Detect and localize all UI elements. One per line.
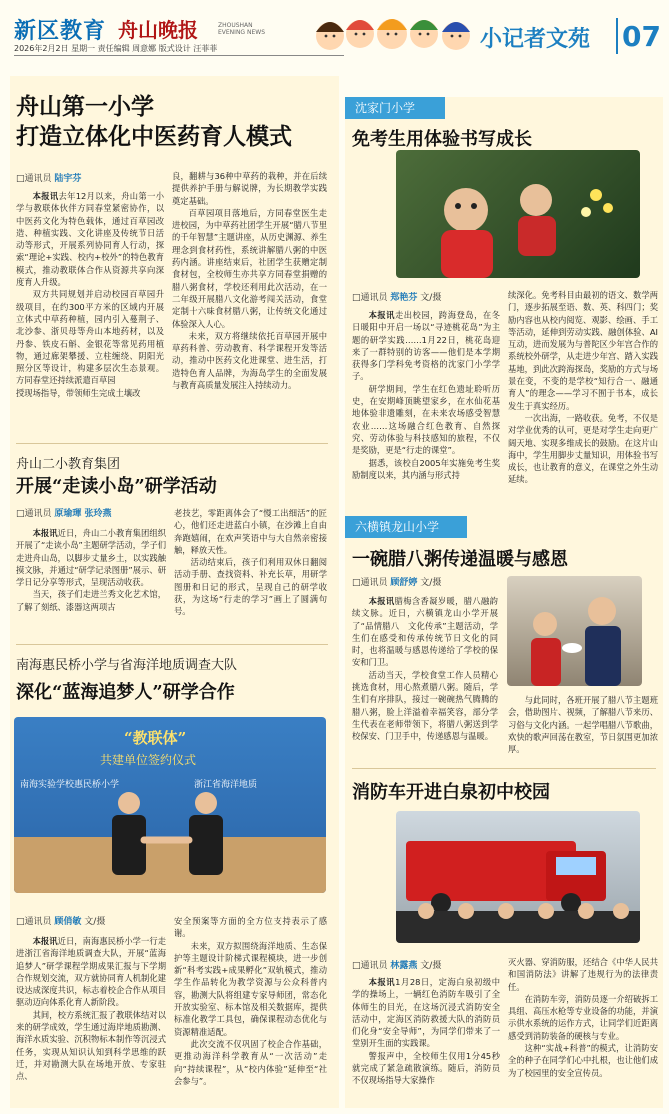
paragraph: 老技艺，零距离体会了“慢工出细活”的匠心，他们还走进蓝白小镇，在沙滩上自由奔跑嬉闹，在欢声笑语中与大自然亲密接触，释放天性。 [174,508,327,555]
article3-col1 [16,935,166,1083]
section-title: 小记者文苑 [480,27,591,52]
byline-label: □通讯员 [16,174,52,184]
paper-logo-english: ZHOUSHAN EVENING NEWS [218,22,266,36]
byline-suffix: 文/摄 [420,293,442,303]
article5-title: 一碗腊八粥传递温暖与感恩 [352,549,568,570]
article6-title: 消防车开进白泉初中校园 [352,782,550,803]
article4-title: 免考生用体验书写成长 [352,129,532,150]
students-observing-flowers-photo [396,150,640,278]
article3-title: 深化“蓝海追梦人”研学合作 [16,682,235,703]
article3-kicker: 南海惠民桥小学与省海洋地质调查大队 [16,658,238,673]
article5-col1 [352,595,498,743]
article1-title-line1: 舟山第一小学 [16,93,154,120]
byline-name: 林露燕 [390,961,418,971]
paragraph: 安全预案等方面的全方位支持表示了感谢。 [174,916,327,939]
paragraph: 当天，孩子们走进兰秀文化艺术馆，了解了刻纸、漆器这两项古 [16,589,166,612]
byline-suffix: 文/摄 [420,578,442,588]
paragraph: 与此同时，各班开展了腊八节主题班会，借助图片、视频，了解腊八节来历、习俗与文化内涵。一起学唱腊八节歌曲，欢快的歌声回荡在教室，节日氛围更加浓厚。 [508,695,658,755]
paragraph: 在消防车旁，消防员逐一介绍破拆工具组、高压水枪等专业设备的功能，并演示供水系统的运作方式，让同学们近距离感受到消防装备的硬核与专业。 [508,993,658,1041]
article5-byline [352,575,441,588]
article6-byline [352,958,441,971]
header-divider [14,55,344,56]
paragraph: 这种“实战+科普”的模式，让消防安全的种子在同学们心中扎根，也让他们成为了校园里的安全宣传员。 [508,1043,658,1078]
paragraph: 本报讯近日，舟山二小教育集团组织开展了“走读小岛”主题研学活动，学子们走进舟山岛，以脚步丈量乡土，以实践触摸文脉，并通过“研学记录图册”展示、研学日记分享等形式，呈现活动收获。 [16,528,166,588]
paragraph: 本报讯去年12月以来，舟山第一小学与教联体伙伴方同春堂紧密协作，以中医药文化为特色载体，通过百草园改造、种植实践、文化讲座及传统节日活动等形式，开展系列协同育人行动，探索“理论+实践、校内+校外”的特色教育模式，推动教联体合作从资源共享向深度育人升级。 [16,191,164,288]
divider [16,644,328,645]
article5-school-tag: 六横镇龙山小学 [345,516,467,538]
paragraph: 警报声中，全校师生仅用1分45秒就完成了紧急疏散演练。随后，消防员不仅现场指导大家操作 [352,1050,500,1086]
paper-logo: 舟山晚报 [118,18,198,42]
paragraph: 本报讯近日，南海惠民桥小学一行走进浙江省海洋地质调查大队，开展“蓝海追梦人”研学课程学期成果汇报与下学期合作规划交流，双方就协同育人机制化建设达成深度共识，标志着校企合作从项目驱动迈向体系化育人新阶段。 [16,936,166,1008]
students-serving-porridge-photo [507,576,642,686]
kids-illustration-icon [312,4,477,59]
byline-suffix: 文/摄 [84,917,106,927]
paragraph: 本报讯走出校园，跨海登岛，在冬日暖阳中开启一场以“寻迹桃花岛”为主题的研学实践……1月22日，桃花岛迎来了一群特别的访客——他们是本学期获得多门学科免考资格的沈家门小学学子。 [352,310,500,382]
paragraph: 授现场指导，带领师生完成土壤改 [16,387,141,398]
article6-col1 [352,976,500,1087]
photo-banner-title: “教联体” [124,729,187,747]
paragraph: 良，翻耕与36种中草药的栽种，并在后续提供养护手册与解说牌，为长期教学实践奠定基础。 [172,171,327,206]
paragraph: 本报讯腊梅含香凝岁暖，腊八融韵续文脉。近日，六横镇龙山小学开展了“品情腊八 文化传承”主题活动，学生们在感受和传承传统节日文化的同时，也将温暖与感恩传递给了学校的保安和门卫。 [352,596,498,668]
byline-name: 陆宇芬 [54,174,82,184]
signing-ceremony-photo [14,717,326,893]
article2-kicker: 舟山二小教育集团 [16,457,121,472]
article2-col1 [16,527,166,613]
article4-col1 [352,309,500,481]
article4-byline [352,290,441,303]
paragraph: 据悉，该校自2005年实施免考生奖励制度以来，其内涵与形式持 [352,457,500,480]
page-number-divider [616,18,618,54]
paragraph: 一次出海，一路收获。免考，不仅是对学业优秀的认可，更是对学生走向更广阔天地、实现多维成长的鼓励。在这片山海中，学生用脚步丈量知识，用体验书写成长，也让教育的意义，在课堂之外生动延续。 [508,412,658,485]
byline-label: □通讯员 [352,578,388,588]
byline-label: □通讯员 [16,917,52,927]
article4-school-tag: 沈家门小学 [345,97,445,119]
article3-byline [16,914,105,927]
article2-title: 开展“走读小岛”研学活动 [16,476,217,497]
article5-col2 [508,694,658,755]
byline-label: □通讯员 [352,961,388,971]
divider [352,768,656,769]
paragraph: 未来，双方拟围绕海洋地质、生态保护等主题设计阶梯式课程模块，进一步创新“科考实践+成果孵化”双轨模式，推动学生作品转化为教学资源与公众科普内容，勘测大队将组建专家导师团，常态化开放实验室、标本馆及相关数据库，提供标准化教学工具包，确保课程动态优化与资源精准适配。 [174,940,327,1037]
byline-label: □通讯员 [16,509,52,519]
guard-and-student-icon [507,576,642,686]
fire-truck-campus-photo [396,811,640,943]
paragraph: 未来，双方将继续依托百草园开展中草药科普、劳动教育、科学课程开发等活动，推动中医药文化进课堂、进生活，打造特色育人品牌，为海岛学生的全面发展与教育高质量发展注入持续动力。 [172,330,327,391]
people-shaking-hands-icon [94,785,244,893]
paragraph: 灭火器、穿消防服，还结合《中华人民共和国消防法》讲解了违规行为的法律责任。 [508,957,658,992]
paragraph: 续深化。免考科目由最初的语文、数学两门，逐步拓展至语、数、英、科四门；奖励内容也从校内阅览、观影、绘画、手工等活动，延伸到劳动实践、融创体验、AI互动，进而发展为与普陀区少年宫合作的系统校外研学，从走进少年宫、踏入实践基地，到此次跨海探岛，奖励的方式与场景在变，不变的是学校“知行合一、融通育人”的理念——学习不囿于书本，成长发生于真实经历。 [508,290,658,411]
paragraph: 研学期间，学生在红色遗址聆听历史，在安期峰顶眺望家乡，在水仙花基地体验非遗雕刻，在未来农场感受智慧农业……这场融合红色教育、自然探究、劳动体验与科技感知的旅程，不仅是奖励，更是“行走的课堂”。 [352,383,500,456]
issue-line: 2026年2月2日 星期一 责任编辑 周意娜 版式设计 汪菲菲 [14,44,218,53]
article1-col2 [172,170,327,391]
article1-title-line2: 打造立体化中医药育人模式 [16,123,292,150]
paragraph: 活动当天，学校食堂工作人员精心挑选食材，用心熬煮腊八粥。随后，学生们有序排队，接过一碗碗热气腾腾的腊八粥，脸上洋溢着幸福笑容，部分学生代表在老师带领下，将腊八粥送到学校保安、门卫手中，传递感恩与温暖。 [352,669,498,742]
article6-col2 [508,956,658,1079]
article1-byline [16,171,81,184]
byline-name: 顾俏敏 [54,917,82,927]
students-icon [396,150,640,278]
brand-title: 新区教育 [14,19,107,44]
paragraph: 活动结束后，孩子们利用双休日翻阅活动手册、查找资料、补充长草，用研学图册和日记的形式，呈现自己的研学收获，为这场“行走的学习”画上了圆满句号。 [174,557,327,617]
article4-col2 [508,289,658,486]
byline-suffix: 文/摄 [420,961,442,971]
paragraph: 双方共同规划并启动校园百草园升级项目，在约300平方米的区域内开展立体式中草药种植，园内引入蔓荆子、北沙参、浙贝母等舟山本地药材，以及丹参、铁皮石斛、金银花等常见药用植物，通过廊架攀援、立柱缠绕、阴阳光照分区等设计，构建多层次生态景观。方同春堂还持续派遣百草园 [16,289,164,386]
photo-panel-left: 南海实验学校惠民桥小学 [20,780,120,790]
article2-byline [16,506,112,519]
photo-banner-subtitle: 共建单位签约仪式 [100,753,197,767]
paragraph: 本报讯1月28日，定海白泉初级中学的操场上，一辆红色消防车吸引了全体师生的目光，在这场沉浸式消防安全活动中，定海区消防救援大队的消防员们化身“安全导师”，为同学们带来了一堂别开生面的实践课。 [352,977,500,1049]
page-header [0,0,669,62]
fire-truck-icon [396,811,640,943]
byline-label: □通讯员 [352,293,388,303]
article1-title [16,92,292,152]
article3-col2 [174,915,327,1087]
byline-name: 郑艳芬 [390,293,418,303]
photo-panel-right: 浙江省海洋地质 [194,780,258,790]
byline-name: 顾舒婷 [390,578,418,588]
page-number: 07 [622,20,661,53]
divider [16,443,328,444]
article2-col2 [174,507,327,618]
article1-col1 [16,190,164,399]
paragraph: 百草园项目落地后，方同春堂医生走进校园，为中草药社团学生开展“腊八节里的千年智慧”主题讲座，从历史渊源、养生理念到食材药性，系统讲解腊八粥的中医药内涵。讲座结束后，社团学生获赠定制食材包，全校师生亦共享方同春堂捐赠的腊八粥食材，学校还利用此次活动，在一二年级开展腊八文化游考闯关活动，食堂定制十六味食材腊八粥，让传统文化通过体验深入人心。 [172,207,327,329]
byline-name: 原瑜琿 张玲燕 [54,509,112,519]
paragraph: 此次交流不仅巩固了校企合作基础，更推动海洋科学教育从“一次活动”走向“持续课程”，从“校内体验”延伸至“社会参与”。 [174,1038,327,1086]
paragraph: 其间，校方系统汇报了教联体结对以来的研学成效，学生通过海岸地质勘测、海洋水质实验、沉积物标本制作等沉浸式任务，实现从知识认知到科学思维的跃迁，并对勘测大队在场地开放、专家驻点、 [16,1009,166,1082]
